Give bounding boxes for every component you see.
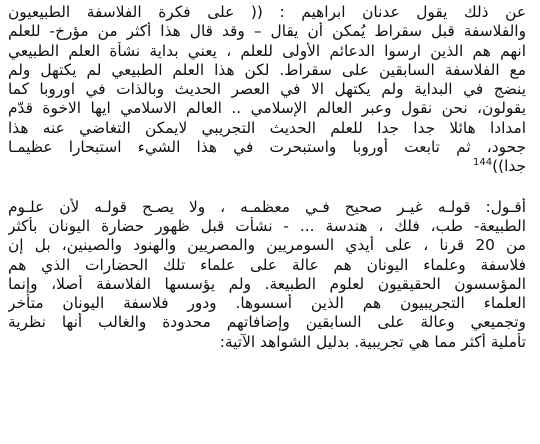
- text-line: عن ذلك يقول عدنان ابراهيم : (( على فكرة الفلاسفة الطبيعيون: [8, 3, 526, 21]
- quote-paragraph: [8, 3, 526, 177]
- text-line: جحود، ثم تابعت أوروبا واستبحرت في هذا الشيء استبحارا عظيمـا: [8, 138, 526, 157]
- text-line: المؤسسون الحقيقيون لعلوم الطبيعة. ولم يؤسسها الفلاسفة أصلا، وإنما: [8, 274, 526, 293]
- text-line: فلاسفة وعلماء اليونان هم عالة على علماء تلك الحضارات الذي هم: [8, 255, 526, 274]
- text-line: من 20 قرنا ، على أيدي السومريين والمصريين والهنود والصينين، بل إن: [8, 236, 526, 255]
- response-paragraph: [8, 198, 526, 352]
- text-line: تأملية أكثر مما هي تجريبية. بدليل الشواهد الآتية:: [219, 332, 526, 351]
- text-line: يقولون، نحن نقول وعبر العالم الإسلامي .. العالم الاسلامي ايها الاخوة قدّم: [8, 99, 526, 118]
- text-line: ينضج في البداية ولم يكتهل الا في العصر الحديث وبالذات في اوروبا كما: [8, 80, 526, 99]
- text-line: انهم هم الذين ارسوا الدعائم الأولى للعلم ، يعني بداية نشأة العلم الطبيعي: [8, 41, 526, 60]
- text-line: أقـول: قولـه غيـر صحيح فـي معظمـه ، ولا يصـح قولـه لأن علـوم: [8, 197, 526, 216]
- text-line: مع الفلاسفة السابقين على سقراط. لكن هذا العلم الطبيعي لم يكتهل ولم: [8, 60, 526, 79]
- text-line: العلماء التجريبيون هم الذين أسسوها. ودور فلاسفة اليونان متأخر: [8, 294, 526, 313]
- footnote-reference[interactable]: 144: [473, 157, 493, 169]
- text-line: الطبيعة- طب، فلك ، هندسة ... - نشأت قبل ظهور حضارة اليونان بأكثر: [8, 216, 526, 235]
- text-line: امدادا هائلا جدا جدا للعلم الحديث التجريبي لايمكن التغاضي عنه هذا: [8, 118, 526, 137]
- text-line-closing: [8, 157, 526, 176]
- text-line: والفلاسفة قبل سقراط يُمكن أن يقال – وقد قال هذا أكثر من مؤرخ- للعلم: [8, 22, 526, 41]
- quote-closing-text: جدا)): [492, 157, 526, 176]
- text-line: وتجميعي وعالة على السابقين وإضافاتهم محدودة والغالب أنها نظرية: [8, 313, 526, 332]
